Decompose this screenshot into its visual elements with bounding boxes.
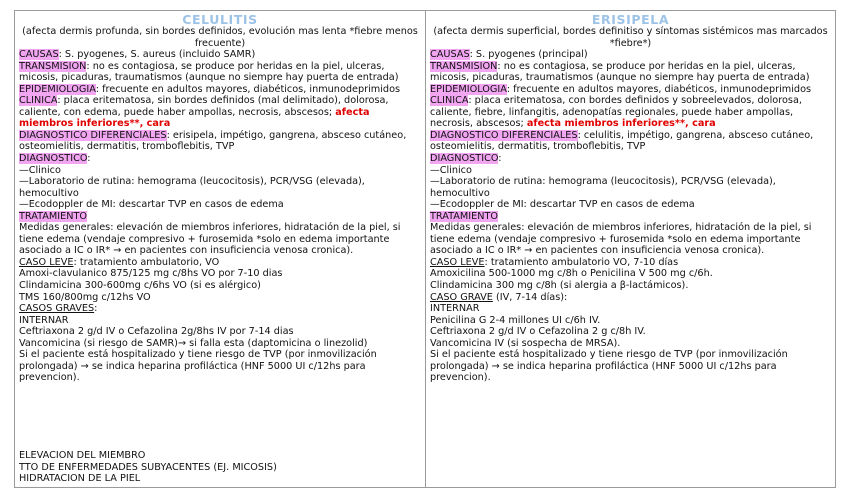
transmision-label: TRANSMISION — [430, 60, 498, 72]
celulitis-column — [15, 11, 425, 487]
caso-leve-label: CASO LEVE — [430, 256, 485, 268]
caso-grave-text: (IV, 7-14 días): — [492, 291, 568, 303]
graves-line: Ceftriaxona 2 g/d IV o Cefazolina 2 g c/8h IV. — [430, 326, 646, 338]
diagnostico-label: DIAGNOSTICO — [430, 153, 499, 165]
leve-line: Amoxi-clavulanico 875/125 mg c/8hs VO por 7-10 dias — [19, 268, 283, 280]
graves-line: Si el paciente está hospitalizado y tiene riesgo de TVP (por inmovilización prolongada) → se indica heparina profiláctica (HNF 5000 UI c/12hs para prevencion). — [19, 349, 377, 384]
dx-dif-row — [430, 130, 831, 153]
dx-dif-label: DIAGNOSTICO DIFERENCIALES — [19, 129, 167, 141]
causas-row — [19, 49, 421, 61]
dx-dif-row — [19, 130, 421, 153]
dx-line: —Ecodoppler de MI: descartar TVP en casos de edema — [19, 199, 284, 211]
erisipela-column — [425, 11, 835, 487]
dx-dif-text: : celulitis, impétigo, gangrena, absceso cutáneo, osteomielitis, dermatitis, tromboflebitis, TVP — [430, 129, 814, 153]
dx-dif-text: : erisipela, impétigo, gangrena, absceso cutáneo, osteomielitis, dermatitis, tromboflebitis, TVP — [19, 129, 407, 153]
casos-graves-text: : — [94, 303, 98, 315]
epidemiologia-label: EPIDEMIOLOGIA — [19, 83, 96, 95]
diagnostico-text: : — [498, 153, 502, 165]
caso-leve-row — [19, 257, 421, 269]
footer-line: ELEVACION DEL MIEMBRO — [19, 450, 146, 462]
caso-leve-row — [430, 257, 831, 269]
transmision-text: : no es contagiosa, se produce por heridas en la piel, ulceras, micosis, picaduras, traumatismos (aunque no siempre hay puerta de entrada) — [430, 60, 810, 84]
causas-label: CAUSAS — [430, 49, 470, 61]
caso-leve-text: : tratamiento ambulatorio, VO — [73, 256, 220, 268]
causas-text: : S. pyogenes (principal) — [469, 49, 588, 61]
clinica-text: : placa eritematosa, sin bordes definidos (mal delimitado), dolorosa, caliente, con edema, puede haber ampollas, necrosis, abscesos; — [19, 95, 389, 118]
graves-line: INTERNAR — [430, 303, 480, 315]
dx-dif-label: DIAGNOSTICO DIFERENCIALES — [430, 129, 578, 141]
celulitis-subtitle: (afecta dermis profunda, sin bordes definidos, evolución mas lenta *fiebre menos frecuente) — [22, 26, 418, 49]
medidas-generales: Medidas generales: elevación de miembros inferiores, hidratación de la piel, si tiene edema (vendaje compresivo + furosemida *solo en edema importante asociado a IC o IR* → en pacientes con insuficiencia venosa cronica). — [19, 222, 401, 257]
diagnostico-text: : — [87, 153, 91, 165]
tratamiento-row — [430, 211, 831, 223]
leve-line: Clindamicina 300-600mg c/6hs VO (si es alérgico) — [19, 280, 261, 292]
casos-graves-row — [19, 303, 421, 315]
erisipela-subtitle: (afecta dermis superficial, bordes definitiso y síntomas sistémicos mas marcados *fiebre*) — [433, 26, 828, 49]
clinica-row — [19, 95, 421, 130]
graves-line: Ceftriaxona 2 g/d IV o Cefazolina 2g/8hs IV por 7-14 dias — [19, 326, 294, 338]
graves-line: INTERNAR — [19, 314, 69, 326]
footer-line: HIDRATACION DE LA PIEL — [19, 473, 141, 485]
clinica-text: : placa eritematosa, con bordes definidos y sobreelevados, dolorosa, caliente, fiebre, linfangitis, adenopatías regionales, puede haber ampollas, necrosis, abscesos; — [430, 95, 802, 130]
footer-line: TTO DE ENFERMEDADES SUBYACENTES (EJ. MICOSIS) — [19, 461, 277, 473]
transmision-row — [430, 61, 831, 84]
comparison-table — [14, 10, 836, 488]
leve-line: Amoxicilina 500-1000 mg c/8h o Penicilina V 500 mg c/6h. — [430, 268, 713, 280]
causas-row — [430, 49, 831, 61]
clinica-highlight: afecta miembros inferiores**, cara — [526, 118, 716, 130]
clinica-label: CLINICA — [19, 95, 58, 107]
clinica-row — [430, 95, 831, 130]
erisipela-title: ERISIPELA — [591, 12, 670, 27]
tratamiento-row — [19, 211, 421, 223]
diagnostico-row — [19, 153, 421, 165]
caso-leve-label: CASO LEVE — [19, 256, 74, 268]
graves-line: Vancomicina IV (si sospecha de MRSA). — [430, 337, 621, 349]
leve-line: TMS 160/800mg c/12hs VO — [19, 291, 151, 303]
dx-line: —Clinico — [19, 164, 61, 176]
leve-line: Clindamicina 300 mg c/8h (si alergia a β-lactámicos). — [430, 280, 689, 292]
causas-label: CAUSAS — [19, 49, 59, 61]
caso-grave-label: CASO GRAVE — [430, 291, 493, 303]
tratamiento-label: TRATAMIENTO — [430, 210, 499, 222]
celulitis-footer — [19, 450, 277, 485]
medidas-generales: Medidas generales: elevación de miembros inferiores, hidratación de la piel, si tiene edema (vendaje compresivo + furosemida *solo en edema importante asociado a IC o IR* → en pacientes con insuficiencia venosa cronica). — [430, 222, 812, 257]
transmision-row — [19, 61, 421, 84]
epidemiologia-text: : frecuente en adultos mayores, diabéticos, inmunodeprimidos — [95, 83, 401, 95]
causas-text: : S. pyogenes, S. aureus (incluido SAMR) — [58, 49, 256, 61]
graves-line: Si el paciente está hospitalizado y tiene riesgo de TVP (por inmovilización prolongada) → se indica heparina profiláctica (HNF 5000 UI c/12hs para prevencion). — [430, 349, 788, 384]
clinica-label: CLINICA — [430, 95, 469, 107]
clinica-highlight: afecta miembros inferiores**, cara — [19, 106, 370, 130]
celulitis-title: CELULITIS — [182, 12, 258, 27]
dx-line: —Ecodoppler de MI: descartar TVP en casos de edema — [430, 199, 695, 211]
epidemiologia-text: : frecuente en adultos mayores, diabéticos, inmunodeprimidos — [506, 83, 812, 95]
transmision-label: TRANSMISION — [19, 60, 87, 72]
dx-line: —Laboratorio de rutina: hemograma (leucocitosis), PCR/VSG (elevada), hemocultivo — [19, 176, 365, 199]
epidemiologia-label: EPIDEMIOLOGIA — [430, 83, 507, 95]
diagnostico-row — [430, 153, 831, 165]
dx-line: —Laboratorio de rutina: hemograma (leucocitosis), PCR/VSG (elevada), hemocultivo — [430, 176, 776, 199]
casos-graves-label: CASOS GRAVES — [19, 303, 95, 315]
dx-line: —Clinico — [430, 164, 472, 176]
tratamiento-label: TRATAMIENTO — [19, 210, 88, 222]
epidemiologia-row — [19, 84, 421, 96]
graves-line: Vancomicina (si riesgo de SAMR)→ si falla esta (daptomicina o linezolid) — [19, 337, 368, 349]
caso-leve-text: : tratamiento ambulatorio VO, 7-10 días — [484, 256, 679, 268]
caso-grave-row — [430, 292, 831, 304]
epidemiologia-row — [430, 84, 831, 96]
diagnostico-label: DIAGNOSTICO — [19, 153, 88, 165]
transmision-text: : no es contagiosa, se produce por heridas en la piel, ulceras, micosis, picaduras, traumatismos (aunque no siempre hay puerta de entrada) — [19, 60, 399, 84]
graves-line: Penicilina G 2-4 millones UI c/6h IV. — [430, 314, 601, 326]
